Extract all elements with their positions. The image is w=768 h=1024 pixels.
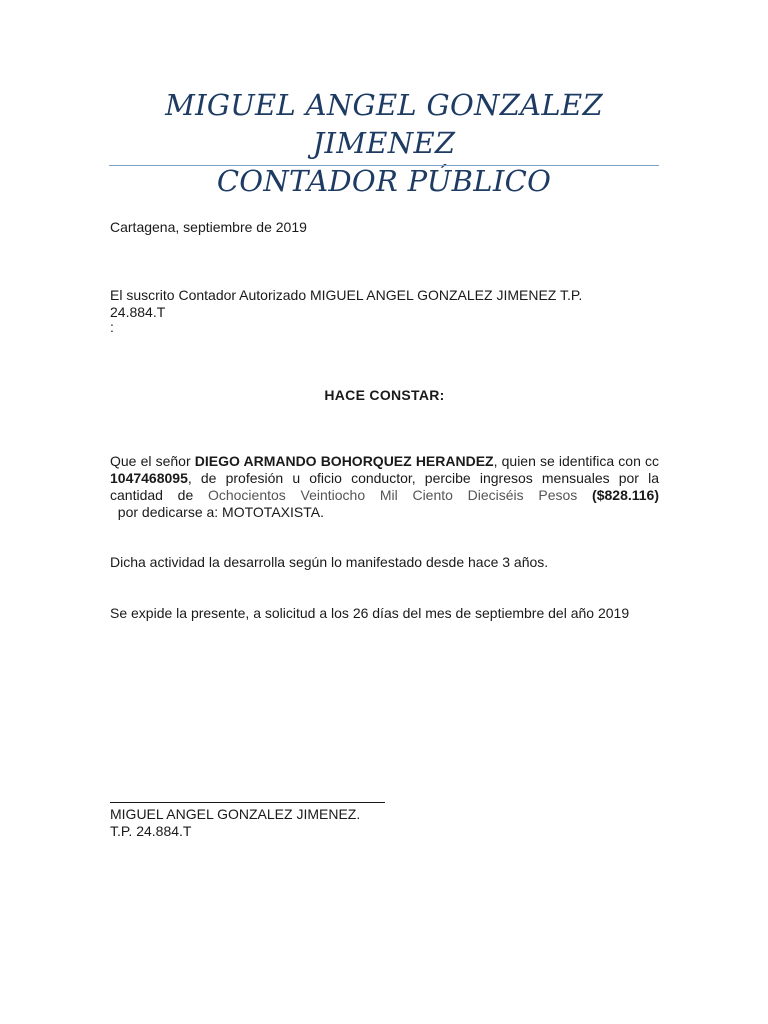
amount-number: ($828.116) xyxy=(592,487,659,503)
certification-paragraph xyxy=(110,453,659,521)
intro-line-1: El suscrito Contador Autorizado MIGUEL ANGEL GONZALEZ JIMENEZ T.P. xyxy=(110,287,583,303)
intro-line-2: 24.884.T xyxy=(110,304,166,320)
letterhead-name: MIGUEL ANGEL GONZALEZ JIMENEZ xyxy=(165,88,603,160)
id-number: 1047468095 xyxy=(110,470,188,486)
issuance-paragraph: Se expide la presente, a solicitud a los 26 días del mes de septiembre del año 2019 xyxy=(110,605,630,621)
person-name: DIEGO ARMANDO BOHORQUEZ HERANDEZ xyxy=(194,453,494,469)
para1-text-5: por dedicarse a: MOTOTAXISTA. xyxy=(110,504,324,520)
intro-colon: : xyxy=(110,319,114,335)
para1-text-3: , de profesión u oficio conductor, percibe ingresos mensuales por la cantidad de xyxy=(110,470,659,503)
city-date: Cartagena, septiembre de 2019 xyxy=(110,219,307,235)
intro-paragraph xyxy=(110,287,659,333)
signature-line xyxy=(110,802,385,803)
letterhead xyxy=(109,86,659,200)
signature-name: MIGUEL ANGEL GONZALEZ JIMENEZ. xyxy=(110,806,361,822)
para1-text-4 xyxy=(577,487,592,503)
para1-text-2: , quien se identifica con cc xyxy=(493,453,659,469)
letterhead-divider xyxy=(109,165,659,166)
para1-text-1: Que el señor xyxy=(110,453,195,469)
certification-heading: HACE CONSTAR: xyxy=(324,387,445,403)
signature-tp: T.P. 24.884.T xyxy=(110,823,192,839)
activity-paragraph: Dicha actividad la desarrolla según lo manifestado desde hace 3 años. xyxy=(110,554,549,570)
letterhead-profession: CONTADOR PÚBLICO xyxy=(216,164,552,198)
amount-in-words: Ochocientos Veintiocho Mil Ciento Dieciséis Pesos xyxy=(207,487,578,503)
